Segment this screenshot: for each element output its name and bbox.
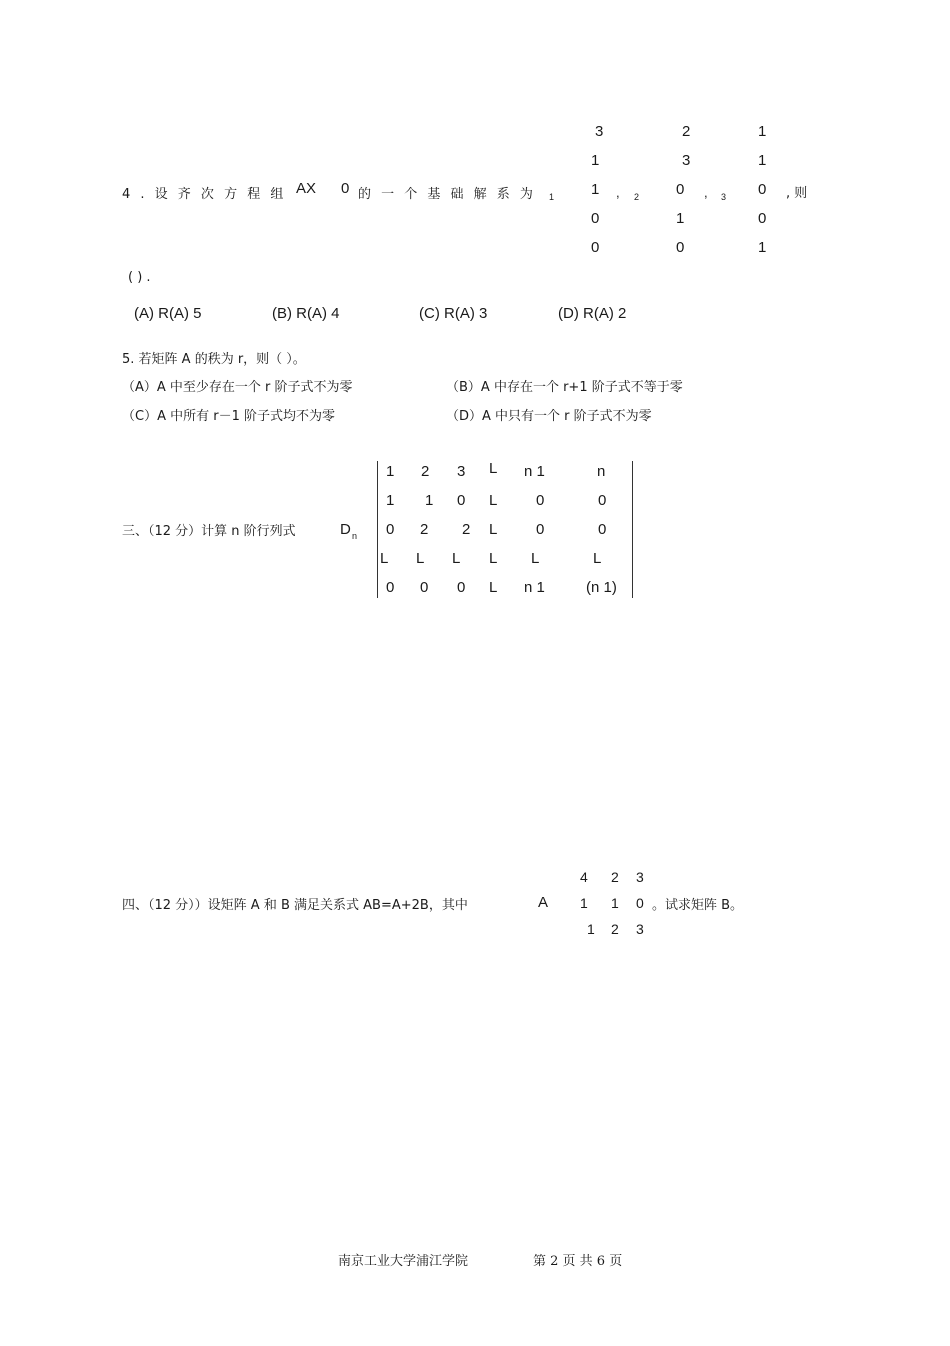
matrix-cell: 1 [611,895,619,911]
determinant-left-bar [377,461,378,598]
comma: , [704,185,708,200]
determinant-cell: 0 [457,579,466,596]
matrix-cell: 3 [636,869,644,885]
vec3-entry: 0 [758,181,767,198]
determinant-cell: L [531,550,540,567]
q5-option-b: （B）A 中存在一个 r+1 阶子式不等于零 [446,380,683,395]
determinant-cell: L [416,550,425,567]
vec2-entry: 3 [682,152,691,169]
q4-stem-2: 的 一 个 基 础 解 系 为 [358,187,536,202]
determinant-symbol: D [340,521,351,538]
determinant-cell: 0 [536,492,545,509]
section-4-label: 四、（12 分））设矩阵 A 和 B 满足关系式 AB=A+2B，其中 [122,898,468,913]
determinant-cell: L [380,550,389,567]
determinant-cell: L [489,550,498,567]
q4-stem: 4 . 设 齐 次 方 程 组 [122,187,287,202]
matrix-cell: 2 [611,921,619,937]
determinant-cell: L [489,521,498,538]
determinant-cell: 0 [457,492,466,509]
determinant-cell: 2 [462,521,471,538]
determinant-cell: L [489,579,498,596]
determinant-cell: L [489,492,498,509]
determinant-subscript: n [352,531,358,541]
vec1-entry: 0 [591,210,600,227]
section-3-label: 三、（12 分）计算 n 阶行列式 [122,524,296,539]
matrix-cell: 1 [587,921,595,937]
vec3-entry: 0 [758,210,767,227]
alpha1-subscript: 1 [549,192,555,202]
answer-blank: ( ) . [128,270,151,285]
q4-system: AX [296,180,317,197]
vec3-entry: 1 [758,123,767,140]
determinant-cell: 3 [457,463,466,480]
q4-rhs: 0 [341,180,350,197]
vec1-entry: 1 [591,181,600,198]
determinant-cell: L [452,550,461,567]
vec1-entry: 0 [591,239,600,256]
determinant-cell: 0 [386,579,395,596]
determinant-cell: n [597,463,606,480]
option-b: (B) R(A) 4 [272,305,340,322]
q4-tail: , 则 [786,186,808,201]
q5-option-c: （C）A 中所有 r－1 阶子式均不为零 [122,409,335,424]
footer-page-number: 第 2 页 共 6 页 [533,1254,623,1269]
vec2-entry: 2 [682,123,691,140]
determinant-cell: 2 [420,521,429,538]
determinant-cell: n 1 [524,463,545,480]
comma: , [616,185,620,200]
option-a: (A) R(A) 5 [134,305,202,322]
determinant-right-bar [632,461,633,598]
determinant-cell: 0 [386,521,395,538]
option-c: (C) R(A) 3 [419,305,488,322]
q5-option-d: （D）A 中只有一个 r 阶子式不为零 [446,409,652,424]
determinant-cell: 0 [598,492,607,509]
alpha2-subscript: 2 [634,192,640,202]
vec2-entry: 1 [676,210,685,227]
matrix-symbol: A [538,894,549,911]
determinant-cell: L [489,460,498,477]
vec1-entry: 3 [595,123,604,140]
determinant-cell: 1 [386,463,395,480]
matrix-cell: 4 [580,869,588,885]
determinant-cell: n 1 [524,579,545,596]
vec2-entry: 0 [676,181,685,198]
vec2-entry: 0 [676,239,685,256]
determinant-cell: (n 1) [586,579,617,596]
determinant-cell: 0 [598,521,607,538]
determinant-cell: 0 [536,521,545,538]
determinant-cell: L [593,550,602,567]
vec3-entry: 1 [758,239,767,256]
vec1-entry: 1 [591,152,600,169]
determinant-cell: 1 [386,492,395,509]
determinant-cell: 0 [420,579,429,596]
q5-stem: 5. 若矩阵 A 的秩为 r，则（ ）。 [122,352,306,367]
matrix-cell: 3 [636,921,644,937]
alpha3-subscript: 3 [721,192,727,202]
matrix-cell: 2 [611,869,619,885]
determinant-cell: 1 [425,492,434,509]
option-d: (D) R(A) 2 [558,305,627,322]
section-4-tail: 。试求矩阵 B。 [652,898,744,913]
vec3-entry: 1 [758,152,767,169]
q5-option-a: （A）A 中至少存在一个 r 阶子式不为零 [122,380,353,395]
matrix-cell: 1 [580,895,588,911]
matrix-cell: 0 [636,895,644,911]
footer-school: 南京工业大学浦江学院 [338,1254,469,1269]
determinant-cell: 2 [421,463,430,480]
